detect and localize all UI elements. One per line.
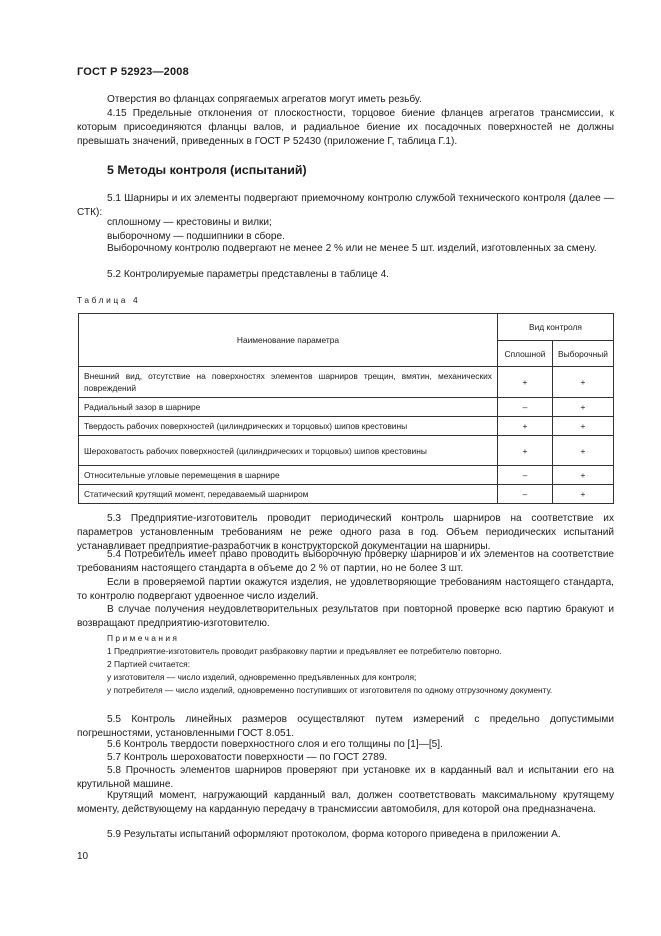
note-2-manufacturer: у изготовителя — число изделий, одновременно предъявленных для контроля; (107, 672, 417, 682)
paragraph-5-3: 5.3 Предприятие-изготовитель проводит периодический контроль шарниров на соответствие их параметров установленным требованиям не реже одного раза в год. Объем периодических испытаний устанавливает предприятие-разработчик в конструкторской документации на шарниры. (77, 513, 614, 553)
paragraph-5-4: 5.4 Потребитель имеет право проводить выборочную проверку шарниров и их элементов на соответствие требованиям настоящего стандарта в объеме до 2 % от партии, но не более 3 шт. (77, 549, 614, 575)
note-1: 1 Предприятие-изготовитель проводит разбраковку партии и предъявляет ее потребителю повторно. (107, 646, 502, 656)
paragraph-5-5: 5.5 Контроль линейных размеров осуществляют путем измерений с предельно допустимыми погрешностями, установленными ГОСТ 8.051. (77, 714, 614, 740)
header-full: Сплошной (498, 341, 553, 367)
row-sample-mark: + (552, 398, 613, 417)
table-row (79, 417, 614, 436)
paragraph-double-check: Если в проверяемой партии окажутся изделия, не удовлетворяющие требованиям настоящего стандарта, то контролю подвергают удвоенное число изделий. (77, 577, 614, 603)
note-2-consumer: у потребителя — число изделий, одновременно поступивших от изготовителя по одному отгрузочному документу. (107, 685, 553, 695)
row-parameter: Твердость рабочих поверхностей (цилиндрических и торцовых) шипов крестовины (79, 417, 498, 436)
paragraph-5-1: 5.1 Шарниры и их элементы подвергают приемочному контролю службой технического контроля (далее — СТК): (77, 193, 614, 219)
section-title: 5 Методы контроля (испытаний) (107, 163, 307, 177)
paragraph-full-control: сплошному — крестовины и вилки; (107, 217, 272, 228)
paragraph-threads: Отверстия во фланцах сопрягаемых агрегатов могут иметь резьбу. (107, 94, 422, 105)
paragraph-5-8: 5.8 Прочность элементов шарниров проверяют при установке их в карданный вал и испытании его на крутильной машине. (77, 765, 614, 791)
paragraph-reject: В случае получения неудовлетворительных результатов при повторной проверке всю партию бракуют и возвращают предприятию-изготовителю. (77, 604, 614, 630)
paragraph-5-9: 5.9 Результаты испытаний оформляют протоколом, форма которого приведена в приложении А. (107, 829, 561, 840)
row-full-mark: – (498, 398, 553, 417)
paragraph-5-7: 5.7 Контроль шероховатости поверхности — по ГОСТ 2789. (107, 752, 388, 763)
row-parameter: Относительные угловые перемещения в шарнире (79, 466, 498, 485)
row-sample-mark: + (552, 436, 613, 466)
paragraph-sample-control: выборочному — подшипники в сборе. (107, 231, 285, 242)
row-sample-mark: + (552, 466, 613, 485)
page-number: 10 (77, 851, 89, 862)
row-sample-mark: + (552, 367, 613, 398)
table-row (79, 367, 614, 398)
row-sample-mark: + (552, 417, 613, 436)
control-table (78, 313, 614, 504)
table-row (79, 485, 614, 504)
document-header: ГОСТ Р 52923—2008 (77, 66, 189, 78)
row-full-mark: + (498, 367, 553, 398)
paragraph-5-2: 5.2 Контролируемые параметры представлены в таблице 4. (107, 269, 389, 280)
row-sample-mark: + (552, 485, 613, 504)
row-full-mark: – (498, 485, 553, 504)
table-row (79, 398, 614, 417)
row-full-mark: – (498, 466, 553, 485)
row-full-mark: + (498, 417, 553, 436)
row-parameter: Радиальный зазор в шарнире (79, 398, 498, 417)
paragraph-sample-rate: Выборочному контролю подвергают не менее 2 % или не менее 5 шт. изделий, изготовленных за смену. (107, 243, 597, 254)
notes-title: Примечания (107, 633, 180, 643)
paragraph-5-6: 5.6 Контроль твердости поверхностного слоя и его толщины по [1]—[5]. (107, 739, 443, 750)
table-caption: Таблица 4 (77, 295, 141, 305)
row-parameter: Шероховатость рабочих поверхностей (цилиндрических и торцовых) шипов крестовины (79, 436, 498, 466)
table-row (79, 436, 614, 466)
header-parameter-name: Наименование параметра (79, 314, 498, 367)
paragraph-torque: Крутящий момент, нагружающий карданный вал, должен соответствовать максимальному крутящему моменту, действующему на карданную передачу в трансмиссии автомобиля, для которой она предназначена. (77, 790, 614, 816)
paragraph-4-15: 4.15 Предельные отклонения от плоскостности, торцовое биение фланцев агрегатов трансмиссии, к которым присоединяются фланцы валов, и радиальное биение их посадочных поверхностей не должны превышать значений, приведенных в ГОСТ Р 52430 (приложение Г, таблица Г.1). (77, 108, 614, 148)
row-parameter: Внешний вид, отсутствие на поверхностях элементов шарниров трещин, вмятин, механических повреждений (79, 367, 498, 398)
row-parameter: Статический крутящий момент, передаваемый шарниром (79, 485, 498, 504)
header-sample: Выборочный (552, 341, 613, 367)
row-full-mark: + (498, 436, 553, 466)
note-2: 2 Партией считается: (107, 659, 191, 669)
header-control-type: Вид контроля (498, 314, 614, 341)
table-row (79, 466, 614, 485)
